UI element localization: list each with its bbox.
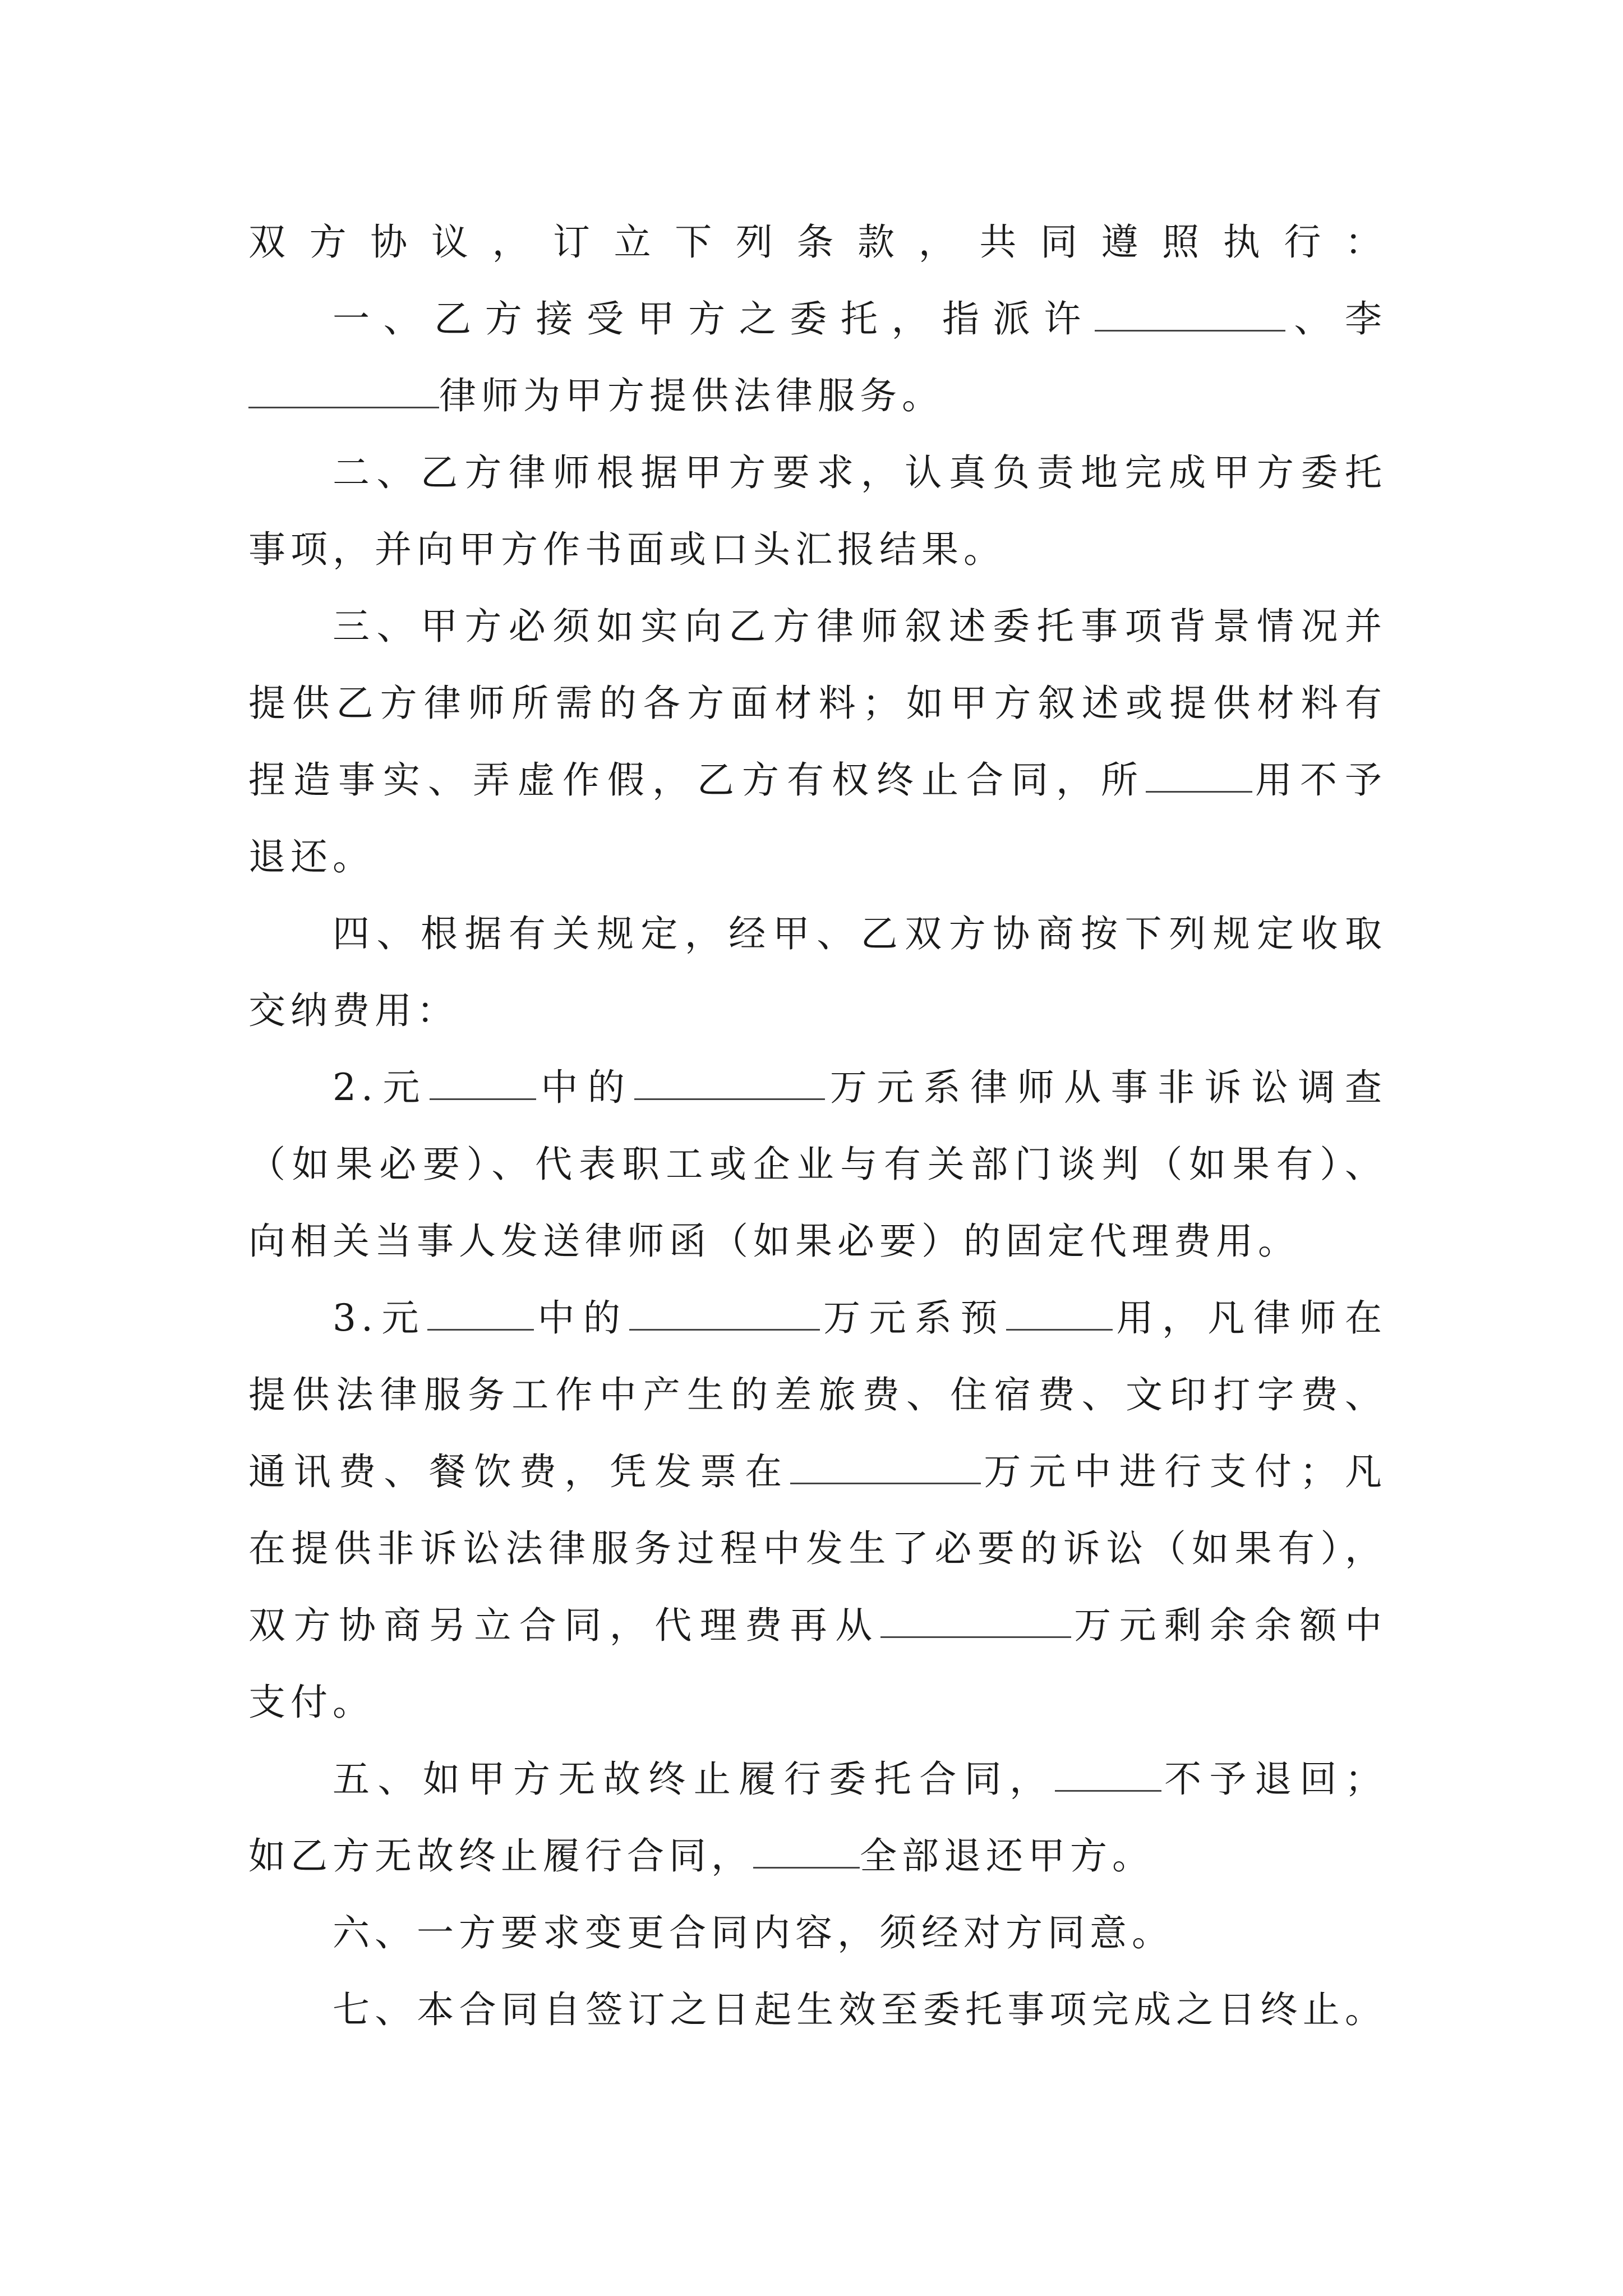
text-line bbox=[248, 1592, 1387, 1659]
text-line bbox=[248, 1976, 1387, 2044]
fill-in-blank bbox=[248, 374, 439, 408]
line-text: （如果必要）、代表职工或企业与有关部门谈判（如果有）、 bbox=[248, 1143, 1387, 1186]
text-line bbox=[248, 670, 1387, 737]
fill-in-blank bbox=[629, 1296, 820, 1331]
line-text: 六、一方要求变更合同内容，须经对方同意。 bbox=[333, 1911, 1174, 1954]
fill-in-blank bbox=[427, 1296, 534, 1331]
line-text: 提供法律服务工作中产生的差旅费、住宿费、文印打字费、 bbox=[248, 1373, 1387, 1416]
line-text: 万元中进行支付；凡 bbox=[980, 1450, 1387, 1493]
line-text: 律师为甲方提供法律服务。 bbox=[439, 374, 944, 417]
text-line bbox=[248, 362, 1387, 430]
fill-in-blank bbox=[790, 1450, 981, 1484]
line-text: 交纳费用： bbox=[248, 989, 459, 1032]
text-line bbox=[248, 1669, 1387, 1736]
fill-in-blank bbox=[1095, 297, 1285, 332]
fill-in-blank bbox=[634, 1066, 825, 1100]
fill-in-blank bbox=[1055, 1757, 1161, 1792]
line-text: 用，凡律师在 bbox=[1113, 1296, 1387, 1340]
fill-in-blank bbox=[880, 1604, 1071, 1638]
fill-in-blank bbox=[1006, 1296, 1113, 1331]
line-text: 二、乙方律师根据甲方要求，认真负责地完成甲方委托 bbox=[333, 451, 1387, 494]
line-text: 不予退回； bbox=[1161, 1757, 1387, 1801]
line-text: 向相关当事人发送律师函（如果必要）的固定代理费用。 bbox=[248, 1220, 1300, 1263]
line-text: 万元系预 bbox=[819, 1296, 1007, 1340]
fill-in-blank bbox=[430, 1066, 536, 1100]
line-text: 七、本合同自签订之日起生效至委托事项完成之日终止。 bbox=[333, 1988, 1387, 2031]
line-text: 全部退还甲方。 bbox=[860, 1834, 1154, 1878]
text-line bbox=[248, 1361, 1387, 1429]
line-text: 一、乙方接受甲方之委托，指派许 bbox=[333, 297, 1095, 341]
line-text: 双方协议，订立下列条款，共同遵照执行： bbox=[248, 220, 1387, 264]
text-line bbox=[248, 439, 1387, 507]
text-line bbox=[248, 1208, 1387, 1275]
text-line bbox=[248, 1899, 1387, 1967]
line-text: 万元剩余余额中 bbox=[1071, 1604, 1387, 1647]
text-line bbox=[248, 900, 1387, 968]
line-text: 提供乙方律师所需的各方面材料；如甲方叙述或提供材料有 bbox=[248, 682, 1387, 725]
line-text: 2.元 bbox=[333, 1066, 430, 1109]
text-line bbox=[248, 1746, 1387, 1813]
line-text: 在提供非诉讼法律服务过程中发生了必要的诉讼（如果有）， bbox=[248, 1527, 1387, 1570]
line-text: 用不予 bbox=[1252, 758, 1387, 802]
line-text: 通讯费、餐饮费，凭发票在 bbox=[248, 1450, 790, 1493]
text-line bbox=[248, 593, 1387, 660]
line-text: 双方协商另立合同，代理费再从 bbox=[248, 1604, 880, 1647]
text-line bbox=[248, 1131, 1387, 1198]
text-line bbox=[248, 286, 1387, 353]
line-text: 四、根据有关规定，经甲、乙双方协商按下列规定收取 bbox=[333, 912, 1387, 955]
fill-in-blank bbox=[753, 1834, 860, 1869]
line-text: 捏造事实、弄虚作假，乙方有权终止合同，所 bbox=[248, 758, 1146, 802]
line-text: 五、如甲方无故终止履行委托合同， bbox=[333, 1757, 1055, 1801]
text-line bbox=[248, 977, 1387, 1045]
text-line bbox=[248, 1285, 1387, 1352]
line-text: 事项，并向甲方作书面或口头汇报结果。 bbox=[248, 528, 1006, 571]
line-text: 3.元 bbox=[333, 1296, 427, 1340]
text-line bbox=[248, 1438, 1387, 1506]
line-text: 、李 bbox=[1285, 297, 1387, 341]
text-line bbox=[248, 823, 1387, 891]
line-text: 万元系律师从事非诉讼调查 bbox=[825, 1066, 1387, 1109]
line-text: 如乙方无故终止履行合同， bbox=[248, 1834, 753, 1878]
text-line bbox=[248, 1515, 1387, 1582]
text-line bbox=[248, 747, 1387, 814]
line-text: 支付。 bbox=[248, 1681, 375, 1724]
fill-in-blank bbox=[1146, 758, 1252, 793]
text-line bbox=[248, 516, 1387, 583]
text-line bbox=[248, 1823, 1387, 1890]
line-text: 中的 bbox=[533, 1296, 629, 1340]
line-text: 退还。 bbox=[248, 835, 375, 878]
line-text: 中的 bbox=[536, 1066, 635, 1109]
text-line bbox=[248, 1054, 1387, 1121]
line-text: 三、甲方必须如实向乙方律师叙述委托事项背景情况并 bbox=[333, 605, 1387, 648]
text-line bbox=[248, 209, 1387, 276]
